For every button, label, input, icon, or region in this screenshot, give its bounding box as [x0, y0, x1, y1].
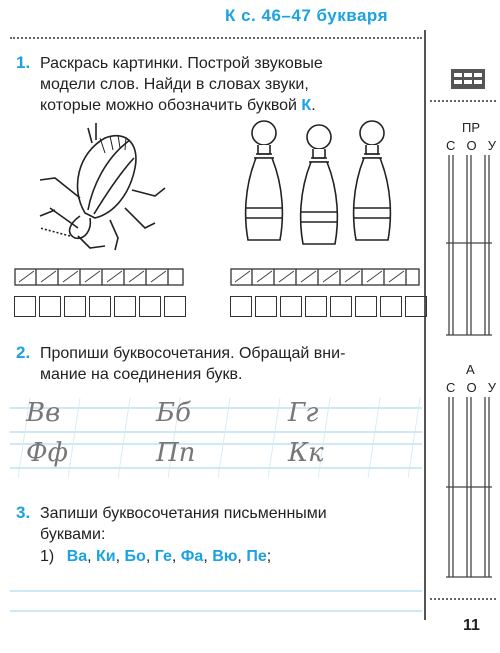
cursive-sample: Гг: [288, 398, 319, 428]
header-dotted-rule: [10, 37, 422, 39]
sidebar-group2-cols: [446, 380, 496, 395]
task1-line1: Раскрась картинки. Построй звуковые: [40, 55, 323, 72]
cursive-sample: Пп: [156, 438, 196, 468]
letter-square[interactable]: [14, 296, 36, 317]
letter-square[interactable]: [330, 296, 352, 317]
task2-number: 2.: [16, 343, 31, 362]
pin-2: [300, 125, 338, 244]
syllable: Вю: [212, 548, 238, 565]
sound-model-cells-right: [230, 268, 420, 291]
letter-square[interactable]: [64, 296, 86, 317]
syllable: Пе: [246, 548, 267, 565]
letter-square[interactable]: [355, 296, 377, 317]
task3-line2: буквами:: [40, 526, 106, 543]
syllable: Бо: [124, 548, 146, 565]
letter-square[interactable]: [305, 296, 327, 317]
sidebar-col-label: С: [446, 380, 456, 395]
task3-line1: Запиши буквосочетания письменными: [40, 505, 327, 522]
sidebar-col-label: О: [466, 138, 477, 153]
sidebar-group1-label: ПР: [462, 120, 481, 135]
sidebar-tally-columns-1: [440, 155, 500, 340]
letter-square[interactable]: [114, 296, 136, 317]
task3-item-prefix: 1): [40, 548, 55, 565]
letter-squares-right[interactable]: [230, 296, 427, 317]
task2-line2: мание на соединения букв.: [40, 366, 243, 383]
sidebar-divider: [424, 30, 426, 620]
task1-number: 1.: [16, 53, 31, 72]
sidebar-dotted-rule: [430, 100, 496, 102]
task1-line3-end: .: [311, 97, 316, 114]
sound-cells-row[interactable]: [230, 268, 420, 286]
cursive-sample: Бб: [156, 398, 191, 428]
bowling-pins-picture: [240, 118, 400, 248]
sidebar-bottom-dotted-rule: [430, 598, 496, 600]
task2-line1: Пропиши буквосочетания. Обращай вни-: [40, 345, 346, 362]
cursive-row-1: [18, 398, 418, 434]
task2-text: [40, 343, 420, 385]
letter-square[interactable]: [164, 296, 186, 317]
task1-letter: К: [301, 97, 312, 114]
sidebar-col-label: С: [446, 138, 456, 153]
sound-cells-row[interactable]: [14, 268, 184, 286]
task1-line2: модели слов. Найди в словах звуки,: [40, 76, 309, 93]
syllable: Фа: [180, 548, 204, 565]
cursive-sample: Фф: [26, 438, 68, 468]
letter-square[interactable]: [405, 296, 427, 317]
page-number: 11: [463, 617, 480, 634]
cursive-sample: Кк: [288, 438, 324, 468]
letter-squares-left[interactable]: [14, 296, 186, 317]
letter-square[interactable]: [255, 296, 277, 317]
sound-model-cells-left: [14, 268, 184, 286]
cursive-row-2: [18, 438, 418, 474]
syllable: Ки: [96, 548, 116, 565]
pin-3: [353, 121, 391, 240]
letter-square[interactable]: [139, 296, 161, 317]
header-textbook-reference: К с. 46–47 букваря: [225, 6, 388, 25]
syllable: Ге: [154, 548, 172, 565]
task1-text: [40, 53, 420, 116]
beetle-picture: [30, 118, 170, 253]
task3-number: 3.: [16, 503, 31, 522]
pin-1: [245, 121, 283, 240]
sidebar-col-label: У: [487, 138, 496, 153]
task3-item: 1) Ва, Ки, Бо, Ге, Фа, Вю, Пе;: [40, 548, 272, 565]
task1-line3: [40, 95, 420, 116]
cursive-sample: Вв: [26, 398, 61, 428]
letter-square[interactable]: [280, 296, 302, 317]
answer-writing-lines[interactable]: [10, 585, 422, 615]
sidebar-col-label: У: [487, 380, 496, 395]
task3-item-end: ;: [266, 548, 272, 565]
letter-square[interactable]: [230, 296, 252, 317]
letter-square[interactable]: [89, 296, 111, 317]
syllable: Ва: [66, 548, 88, 565]
task1-line3-text: которые можно обозначить буквой: [40, 97, 302, 114]
table-icon: [450, 68, 486, 90]
sidebar-group2-label: А: [466, 362, 475, 377]
sidebar-group1-cols: [446, 138, 496, 153]
letter-square[interactable]: [380, 296, 402, 317]
task3-text: [40, 503, 420, 545]
sidebar-tally-columns-2: [440, 397, 500, 582]
sidebar-col-label: О: [466, 380, 477, 395]
letter-square[interactable]: [39, 296, 61, 317]
